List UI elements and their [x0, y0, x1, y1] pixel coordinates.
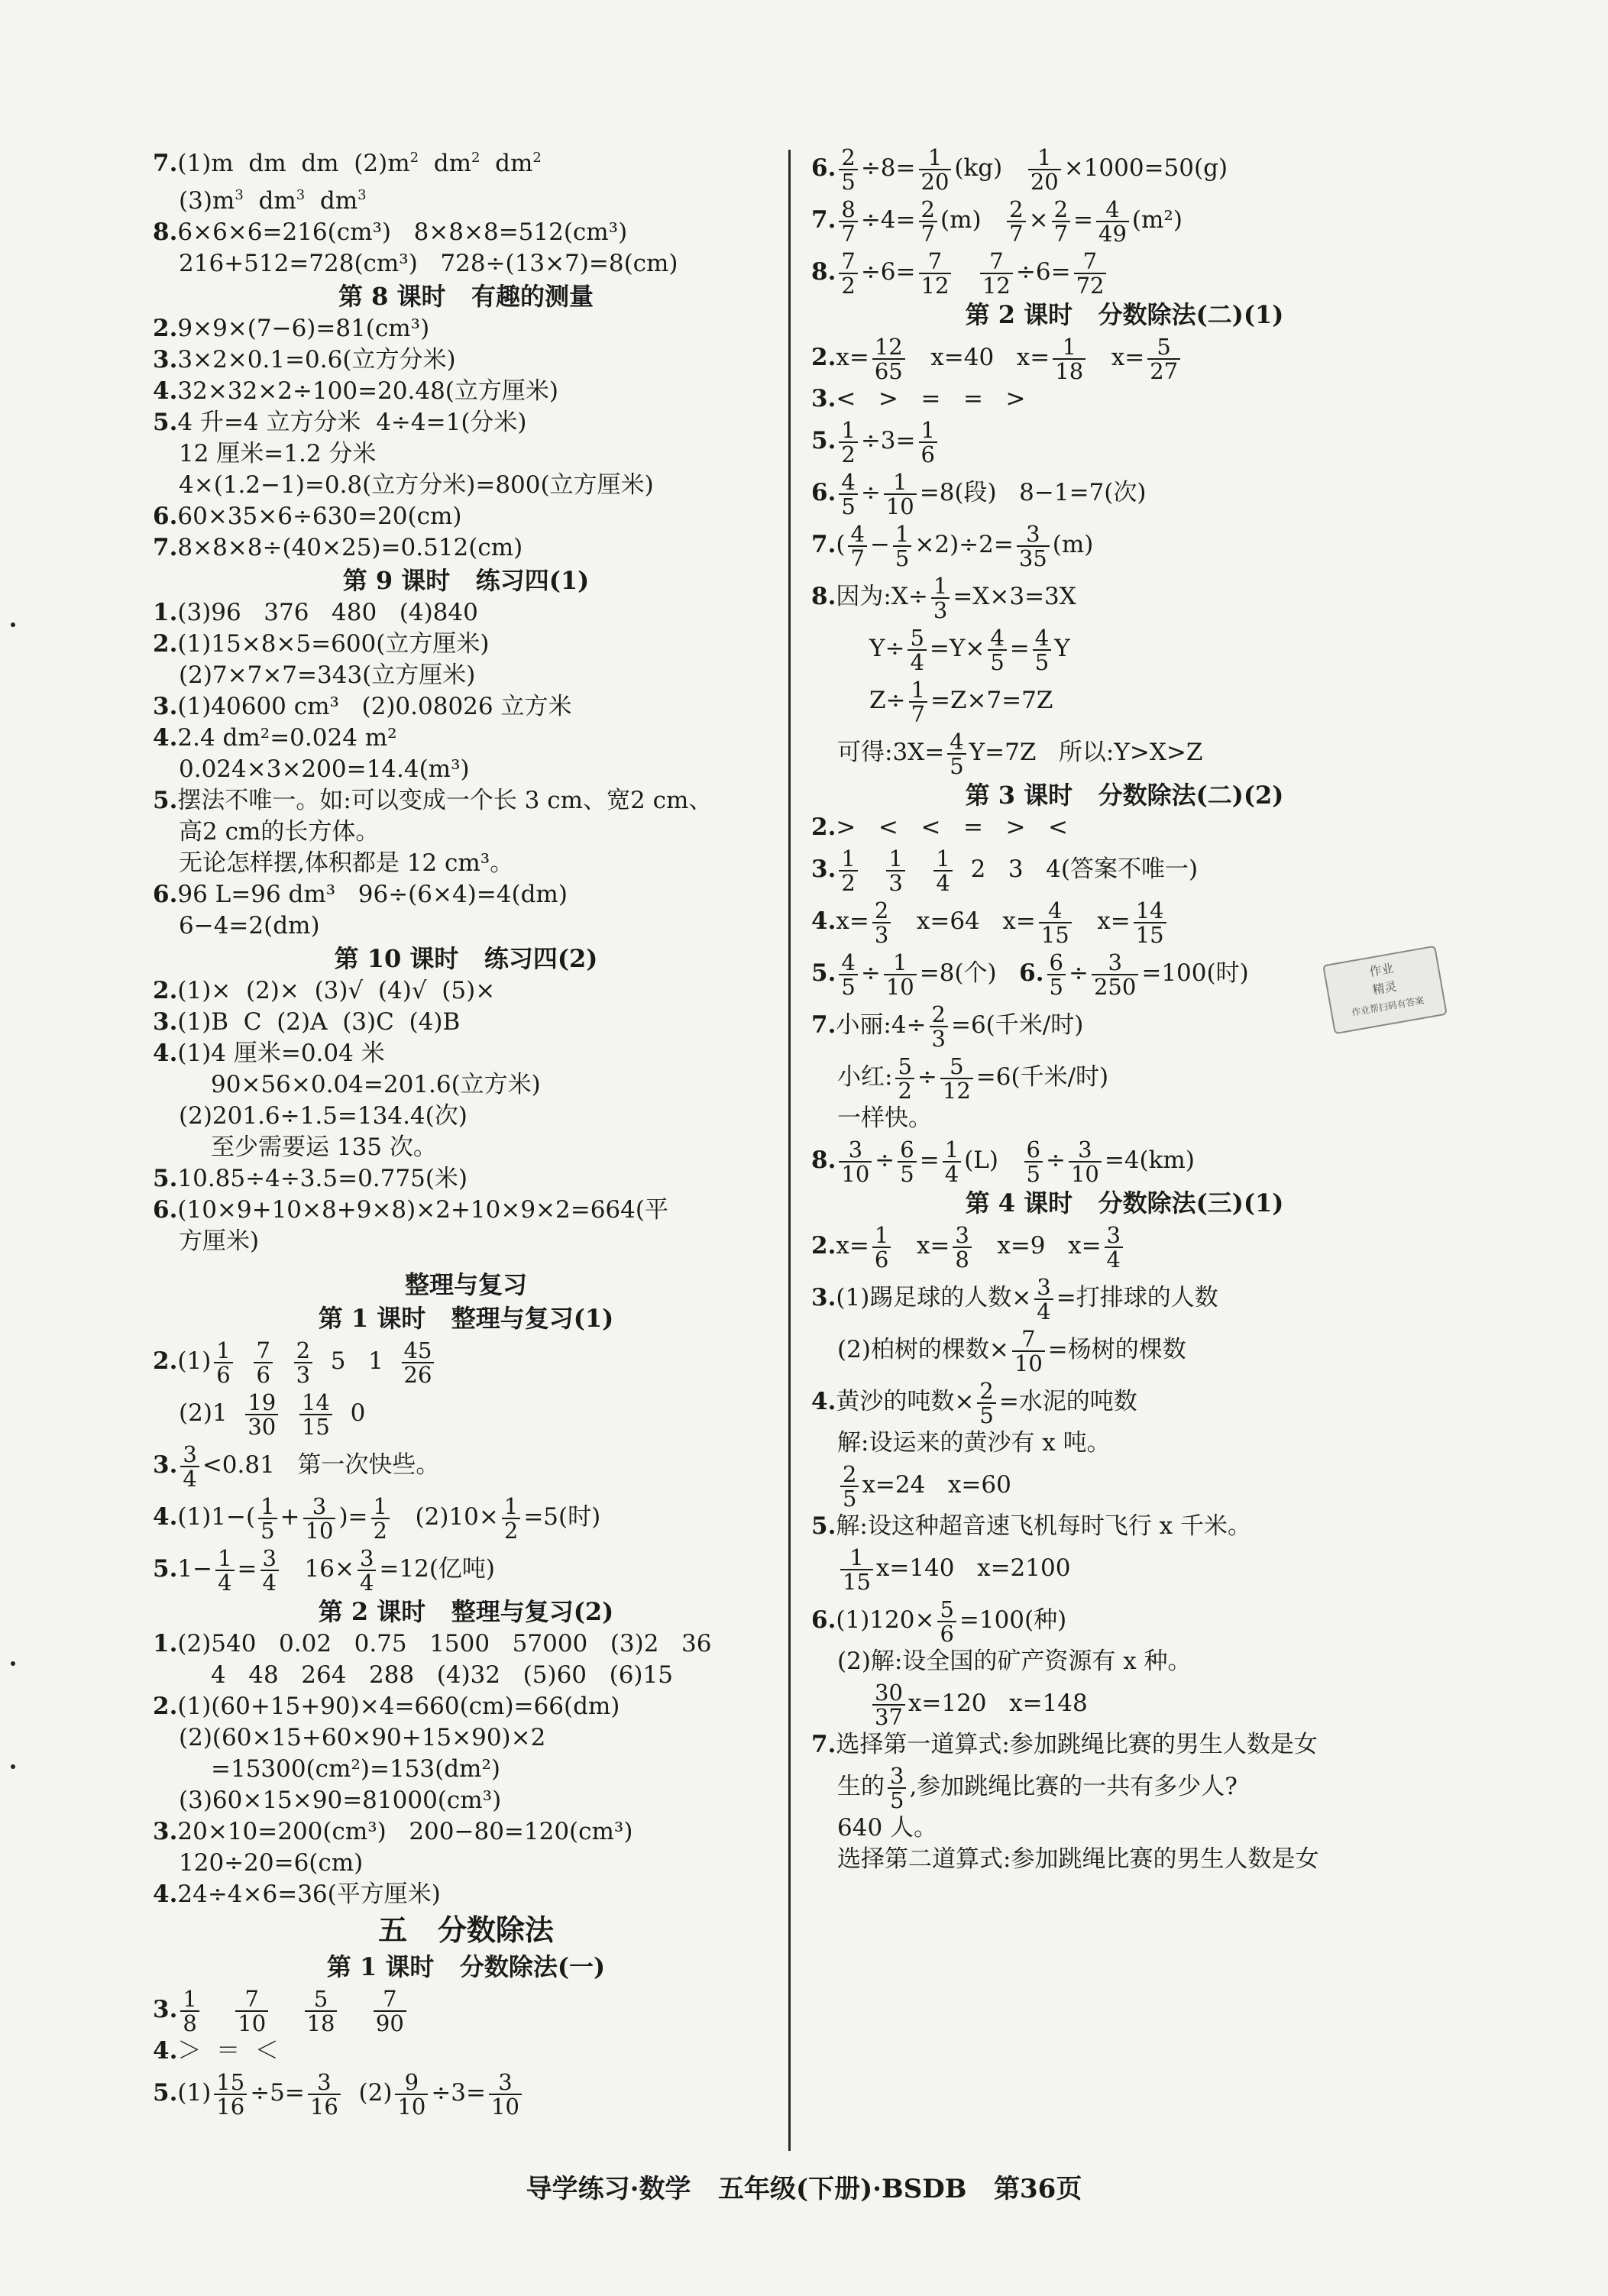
- fraction: $\frac{3}{10}$: [1069, 1138, 1102, 1185]
- answer-line: 3.(1)踢足球的人数× $\frac{3}{4}$ =打排球的人数: [811, 1273, 1218, 1324]
- fraction: $\frac{1}{2}$: [839, 419, 857, 466]
- fraction: $\frac{1}{4}$: [943, 1138, 961, 1185]
- fraction: $\frac{4}{49}$: [1096, 198, 1129, 245]
- answer-line: 4.32×32×2÷100=20.48(立方厘米): [153, 377, 558, 405]
- answer-line: 2.9×9×(7−6)=81(cm³): [153, 315, 430, 342]
- unit-heading: 整理与复习: [404, 1270, 527, 1299]
- answer-line: 12 厘米=1.2 分米: [179, 440, 377, 467]
- fraction: $\frac{1}{15}$: [840, 1546, 873, 1593]
- answer-line: 5.4 升=4 立方分米 4÷4=1(分米): [153, 409, 527, 436]
- answer-line: $\frac{30}{37}$ x=120 x=148: [811, 1677, 1438, 1729]
- fraction: $\frac{8}{7}$: [839, 198, 857, 245]
- fraction: $\frac{7}{2}$: [839, 250, 857, 297]
- fraction: $\frac{5}{6}$: [937, 1598, 956, 1645]
- answer-line: $\frac{1}{15}$ x=140 x=2100: [811, 1542, 1438, 1594]
- answer-line: 5. $\frac{4}{5}$ ÷ $\frac{1}{10}$ =8(个) 6. $\frac{6}{5}$ ÷ $\frac{3}{250}$ =100(时): [811, 949, 1249, 1000]
- answer-line: 8.6×6×6=216(cm³) 8×8×8=512(cm³): [153, 218, 628, 246]
- fraction: $\frac{3}{10}$: [489, 2071, 522, 2118]
- section-heading: 第 10 课时 练习四(2): [334, 944, 598, 973]
- answer-line: 5.10.85÷4÷3.5=0.775(米): [153, 1165, 468, 1192]
- section-heading: 第 1 课时 整理与复习(1): [318, 1304, 614, 1333]
- answer-line: 90×56×0.04=201.6(立方米): [211, 1071, 541, 1098]
- answer-line: 3. $\frac{1}{8}$ $\frac{7}{10}$ $\frac{5}{18}$ $\frac{7}{90}$: [153, 1984, 779, 2036]
- fraction: $\frac{5}{27}$: [1147, 335, 1180, 383]
- fraction: $\frac{4}{5}$: [988, 626, 1006, 674]
- fraction: $\frac{1}{20}$: [919, 146, 952, 193]
- answer-line: 1.(2)540 0.02 0.75 1500 57000 (3)2 36: [153, 1630, 712, 1657]
- answer-line: 8. $\frac{3}{10}$ ÷ $\frac{6}{5}$ = $\frac{1}{4}$ (L) $\frac{6}{5}$ ÷ $\frac{3}{10}$ =4(km): [811, 1136, 1195, 1187]
- answer-line: 4.2.4 dm²=0.024 m²: [153, 724, 397, 752]
- fraction: $\frac{1}{2}$: [502, 1495, 520, 1542]
- answer-line: 5.(1) $\frac{15}{16}$ ÷5= $\frac{3}{16}$ (2) $\frac{9}{10}$ ÷3= $\frac{3}{10}$: [153, 2067, 779, 2119]
- fraction: $\frac{1}{5}$: [258, 1495, 277, 1542]
- section-heading: 第 8 课时 有趣的测量: [338, 282, 594, 311]
- section-heading: 第 2 课时 整理与复习(2): [318, 1597, 614, 1626]
- fraction: $\frac{5}{18}$: [305, 1987, 338, 2035]
- answer-line: 8. $\frac{7}{2}$ ÷6= $\frac{7}{12}$ $\frac{7}{12}$ ÷6= $\frac{7}{72}$: [811, 246, 1438, 298]
- answer-line: 5.解:设这种超音速飞机每时飞行 x 千米。: [811, 1512, 1252, 1540]
- fraction: $\frac{4}{5}$: [947, 730, 966, 778]
- answer-line: 6.60×35×6÷630=20(cm): [153, 503, 462, 530]
- answer-line: 6. $\frac{4}{5}$ ÷ $\frac{1}{10}$ =8(段) 8−1=7(次): [811, 468, 1147, 519]
- answer-line: 4.黄沙的吨数× $\frac{2}{5}$ =水泥的吨数: [811, 1377, 1137, 1428]
- fraction: $\frac{3}{250}$: [1092, 951, 1138, 998]
- answer-line: (2)7×7×7=343(立方厘米): [179, 661, 476, 689]
- section-heading: 第 3 课时 分数除法(二)(2): [965, 781, 1284, 810]
- fraction: $\frac{3}{4}$: [1105, 1224, 1123, 1271]
- answer-line: 1.(3)96 376 480 (4)840: [153, 599, 478, 626]
- fraction: $\frac{5}{12}$: [940, 1055, 973, 1102]
- fraction: $\frac{12}{65}$: [872, 335, 905, 383]
- fraction: $\frac{3}{10}$: [303, 1495, 336, 1542]
- fraction: $\frac{1}{4}$: [933, 847, 952, 894]
- section-heading: 第 1 课时 分数除法(一): [326, 1952, 606, 1981]
- scan-speck: [11, 623, 15, 627]
- scan-speck: [11, 1661, 15, 1666]
- answer-line: 2.x= $\frac{1}{6}$ x= $\frac{3}{8}$ x=9 x= $\frac{3}{4}$: [811, 1220, 1438, 1272]
- answer-line: 640 人。: [837, 1814, 938, 1842]
- answer-line: 3.(1)B C (2)A (3)C (4)B: [153, 1008, 461, 1036]
- fraction: $\frac{1}{6}$: [214, 1339, 232, 1386]
- fraction: $\frac{30}{37}$: [872, 1681, 905, 1728]
- fraction: $\frac{2}{7}$: [1052, 198, 1070, 245]
- answer-line: 4×(1.2−1)=0.8(立方分米)=800(立方厘米): [179, 471, 654, 499]
- fraction: $\frac{1}{2}$: [839, 847, 857, 894]
- answer-line: 至少需要运 135 次。: [211, 1133, 437, 1161]
- answer-line: 3. $\frac{1}{2}$ $\frac{1}{3}$ $\frac{1}{4}$ 2 3 4(答案不唯一): [811, 845, 1199, 896]
- answer-line: 7. $\frac{8}{7}$ ÷4= $\frac{2}{7}$ (m) $\frac{2}{7}$ × $\frac{2}{7}$ = $\frac{4}{49}$ (m²): [811, 196, 1183, 247]
- fraction: $\frac{1}{18}$: [1053, 335, 1085, 383]
- stamp-line: 作业: [1367, 960, 1395, 980]
- answer-line: 8.因为:X÷ $\frac{1}{3}$ =X×3=3X: [811, 572, 1076, 623]
- stamp-line: 精灵: [1371, 978, 1398, 998]
- answer-line: 4.＞ ＝ ＜: [153, 2037, 279, 2065]
- answer-line: 生的 $\frac{3}{5}$ ,参加跳绳比赛的一共有多少人?: [837, 1762, 1238, 1813]
- fraction: $\frac{3}{8}$: [953, 1224, 971, 1271]
- fraction: $\frac{14}{15}$: [299, 1391, 332, 1438]
- fraction: $\frac{4}{5}$: [1033, 626, 1051, 674]
- fraction: $\frac{4}{5}$: [839, 471, 857, 518]
- answer-line: 3. $\frac{3}{4}$ <0.81 第一次快些。: [153, 1441, 440, 1492]
- answer-line: 7.8×8×8÷(40×25)=0.512(cm): [153, 534, 523, 561]
- fraction: $\frac{7}{72}$: [1074, 250, 1107, 297]
- section-heading: 第 2 课时 分数除法(二)(1): [965, 300, 1284, 329]
- answer-line: 2.x= $\frac{12}{65}$ x=40 x= $\frac{1}{18}$ x= $\frac{5}{27}$: [811, 331, 1438, 383]
- section-heading: 第 4 课时 分数除法(三)(1): [965, 1188, 1284, 1218]
- fraction: $\frac{1}{2}$: [371, 1495, 390, 1542]
- fraction: $\frac{7}{6}$: [254, 1339, 272, 1386]
- fraction: $\frac{2}{7}$: [919, 198, 937, 245]
- fraction: $\frac{1}{6}$: [919, 419, 937, 466]
- fraction: $\frac{2}{5}$: [977, 1379, 995, 1427]
- answer-line: 4.(1)4 厘米=0.04 米: [153, 1040, 385, 1067]
- fraction: $\frac{9}{10}$: [395, 2071, 428, 2118]
- answer-line: 5.1− $\frac{1}{4}$ = $\frac{3}{4}$ 16× $\frac{3}{4}$ =12(亿吨): [153, 1544, 496, 1596]
- fraction: $\frac{1}{7}$: [909, 678, 927, 726]
- fraction: $\frac{3}{4}$: [180, 1443, 199, 1490]
- left-column: [153, 142, 779, 2119]
- answer-line: 无论怎样摆,体积都是 12 cm³。: [179, 849, 514, 877]
- answer-line: 0.024×3×200=14.4(m³): [179, 755, 470, 783]
- answer-line: 4.(1)1−( $\frac{1}{5}$ + $\frac{3}{10}$ )= $\frac{1}{2}$ (2)10× $\frac{1}{2}$ =5(时): [153, 1492, 601, 1544]
- fraction: $\frac{14}{15}$: [1134, 899, 1166, 946]
- fraction: $\frac{4}{7}$: [848, 522, 866, 570]
- answer-line: 小红: $\frac{5}{2}$ ÷ $\frac{5}{12}$ =6(千米/时): [837, 1053, 1109, 1104]
- answer-line: 2.(1)× (2)× (3)√ (4)√ (5)×: [153, 977, 496, 1004]
- page-footer: 导学练习·数学 五年级(下册)·BSDB 第36页: [526, 2174, 1082, 2204]
- fraction: $\frac{3}{5}$: [888, 1764, 906, 1812]
- fraction: $\frac{6}{5}$: [1024, 1138, 1043, 1185]
- fraction: $\frac{4}{15}$: [1039, 899, 1072, 946]
- answer-line: 7.( $\frac{4}{7}$ − $\frac{1}{5}$ ×2)÷2= $\frac{3}{35}$ (m): [811, 520, 1094, 571]
- answer-line: 6.96 L=96 dm³ 96÷(6×4)=4(dm): [153, 881, 568, 908]
- fraction: $\frac{6}{5}$: [898, 1138, 916, 1185]
- answer-line: Y÷ $\frac{5}{4}$ =Y× $\frac{4}{5}$ = $\frac{4}{5}$ Y: [869, 624, 1070, 675]
- fraction: $\frac{3}{35}$: [1017, 522, 1050, 570]
- answer-line: (2)(60×15+60×90+15×90)×2: [179, 1724, 546, 1751]
- answer-line: 4 48 264 288 (4)32 (5)60 (6)15: [211, 1661, 673, 1689]
- unit-heading: 五 分数除法: [378, 1913, 554, 1947]
- answer-line: 216+512=728(cm³) 728÷(13×7)=8(cm): [179, 250, 678, 277]
- answer-line: 120÷20=6(cm): [179, 1849, 364, 1877]
- fraction: $\frac{7}{12}$: [919, 250, 952, 297]
- fraction: $\frac{1}{6}$: [872, 1224, 891, 1271]
- answer-line: =15300(cm²)=153(dm²): [211, 1755, 500, 1783]
- fraction: $\frac{6}{5}$: [1047, 951, 1066, 998]
- answer-line: 4.x= $\frac{2}{3}$ x=64 x= $\frac{4}{15}$ x= $\frac{14}{15}$: [811, 895, 1438, 947]
- fraction: $\frac{2}{7}$: [1007, 198, 1025, 245]
- answer-line: (2)201.6÷1.5=134.4(次): [179, 1102, 468, 1130]
- answer-line: 3.20×10=200(cm³) 200−80=120(cm³): [153, 1818, 633, 1845]
- answer-line: 一样快。: [837, 1104, 932, 1132]
- answer-line: 5.摆法不唯一。如:可以变成一个长 3 cm、宽2 cm、: [153, 787, 713, 814]
- answer-line: 6−4=2(dm): [179, 912, 320, 939]
- fraction: $\frac{1}{4}$: [215, 1547, 234, 1594]
- answer-line: 3.3×2×0.1=0.6(立方分米): [153, 346, 456, 374]
- fraction: $\frac{7}{12}$: [980, 250, 1013, 297]
- fraction: $\frac{5}{2}$: [895, 1055, 914, 1102]
- fraction: $\frac{3}{4}$: [358, 1547, 376, 1594]
- fraction: $\frac{7}{90}$: [374, 1987, 406, 2035]
- answer-line: (2)解:设全国的矿产资源有 x 种。: [837, 1648, 1192, 1675]
- fraction: $\frac{5}{4}$: [908, 626, 926, 674]
- answer-line: 3.< > = = >: [811, 385, 1026, 412]
- answer-line: 方厘米): [179, 1227, 260, 1255]
- fraction: $\frac{19}{30}$: [245, 1391, 278, 1438]
- answer-line: 高2 cm的长方体。: [179, 818, 380, 846]
- stamp-line: 作业帮扫码有答案: [1351, 994, 1425, 1018]
- fraction: $\frac{45}{26}$: [402, 1339, 435, 1386]
- fraction: $\frac{1}{5}$: [893, 522, 911, 570]
- answer-line: 5. $\frac{1}{2}$ ÷3= $\frac{1}{6}$: [811, 415, 1438, 467]
- answer-line: 2.> < < = > <: [811, 813, 1069, 841]
- answer-line: 可得:3X= $\frac{4}{5}$ Y=7Z 所以:Y>X>Z: [837, 728, 1203, 779]
- answer-line: $(3)m^3$ $dm^3$ $dm^3$: [179, 187, 367, 215]
- section-heading: 第 9 课时 练习四(1): [342, 566, 590, 595]
- fraction: $\frac{1}{10}$: [884, 471, 917, 518]
- answer-line: 2.(1) $\frac{1}{6}$ $\frac{7}{6}$ $\frac{2}{3}$ 5 1 $\frac{45}{26}$: [153, 1335, 779, 1387]
- answer-line: 解:设运来的黄沙有 x 吨。: [837, 1429, 1111, 1457]
- fraction: $\frac{1}{20}$: [1028, 146, 1061, 193]
- answer-line: (2)柏树的棵数× $\frac{7}{10}$ =杨树的棵数: [837, 1325, 1186, 1376]
- answer-line: (2)1 $\frac{19}{30}$ $\frac{14}{15}$ 0: [179, 1389, 366, 1440]
- answer-line: 6. $\frac{2}{5}$ ÷8= $\frac{1}{20}$ (kg) $\frac{1}{20}$ ×1000=50(g): [811, 144, 1228, 195]
- fraction: $\frac{2}{3}$: [930, 1003, 948, 1050]
- fraction: $\frac{1}{3}$: [931, 574, 950, 622]
- fraction: $\frac{3}{10}$: [839, 1138, 872, 1185]
- fraction: $\frac{7}{10}$: [235, 1987, 268, 2035]
- answer-line: 选择第二道算式:参加跳绳比赛的男生人数是女: [837, 1845, 1319, 1873]
- fraction: $\frac{3}{4}$: [1034, 1276, 1053, 1323]
- fraction: $\frac{1}{8}$: [180, 1987, 199, 2035]
- column-divider: [788, 150, 791, 2151]
- answer-line: 7.(1)m dm dm $(2)m^2$ $dm^2$ $dm^2$: [153, 150, 542, 177]
- answer-line: 4.24÷4×6=36(平方厘米): [153, 1880, 441, 1908]
- fraction: $\frac{15}{16}$: [214, 2071, 247, 2118]
- answer-line: 6.(10×9+10×8+9×8)×2+10×9×2=664(平: [153, 1196, 668, 1224]
- fraction: $\frac{2}{3}$: [872, 899, 891, 946]
- fraction: $\frac{2}{3}$: [294, 1339, 312, 1386]
- fraction: $\frac{7}{10}$: [1012, 1327, 1045, 1375]
- fraction: $\frac{4}{5}$: [839, 951, 857, 998]
- fraction: $\frac{1}{10}$: [884, 951, 917, 998]
- fraction: $\frac{1}{3}$: [886, 847, 904, 894]
- answer-line: 6.(1)120× $\frac{5}{6}$ =100(种): [811, 1596, 1067, 1647]
- answer-line: 3.(1)40600 cm³ (2)0.08026 立方米: [153, 693, 572, 720]
- answer-line: 7.小丽:4÷ $\frac{2}{3}$ =6(千米/时): [811, 1001, 1084, 1052]
- answer-line: 2.(1)(60+15+90)×4=660(cm)=66(dm): [153, 1693, 620, 1720]
- answer-line: 2.(1)15×8×5=600(立方厘米): [153, 630, 490, 658]
- fraction: $\frac{2}{5}$: [840, 1463, 859, 1510]
- fraction: $\frac{2}{5}$: [839, 146, 857, 193]
- fraction: $\frac{3}{4}$: [260, 1547, 279, 1594]
- fraction: $\frac{3}{16}$: [308, 2071, 341, 2118]
- answer-line: 7.选择第一道算式:参加跳绳比赛的男生人数是女: [811, 1731, 1318, 1758]
- scan-speck: [11, 1764, 15, 1769]
- answer-line: Z÷ $\frac{1}{7}$ =Z×7=7Z: [869, 676, 1053, 727]
- answer-line: $\frac{2}{5}$ x=24 x=60: [811, 1459, 1438, 1511]
- answer-line: (3)60×15×90=81000(cm³): [179, 1787, 502, 1814]
